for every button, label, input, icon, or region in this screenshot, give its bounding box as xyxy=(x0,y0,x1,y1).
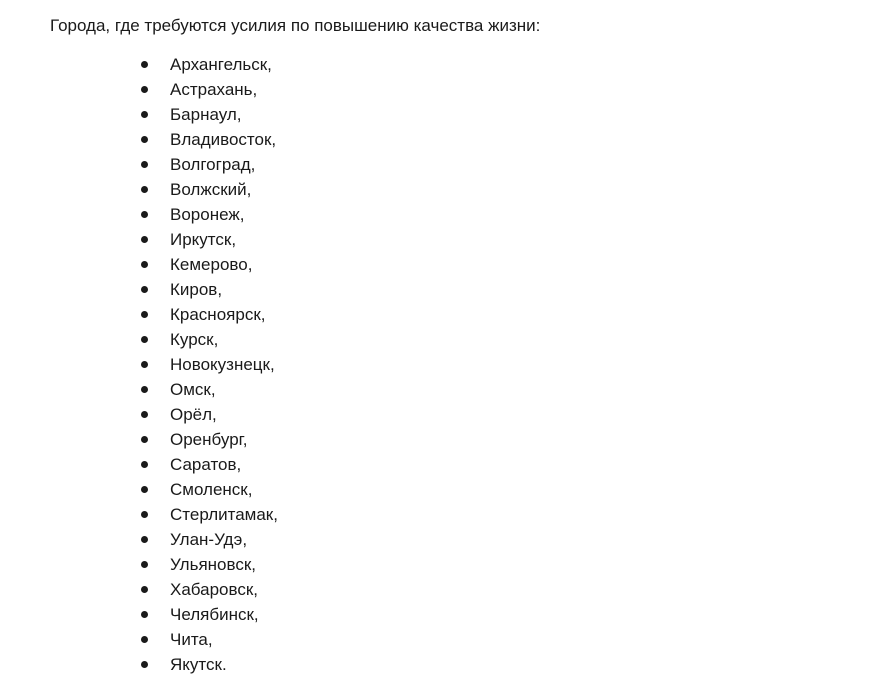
bullet-icon xyxy=(141,436,148,443)
city-name: Киров, xyxy=(170,280,223,299)
city-name: Владивосток, xyxy=(170,130,277,149)
city-name: Красноярск, xyxy=(170,305,266,324)
city-name: Орёл, xyxy=(170,405,217,424)
bullet-icon xyxy=(141,236,148,243)
city-name: Барнаул, xyxy=(170,105,242,124)
bullet-icon xyxy=(141,336,148,343)
bullet-icon xyxy=(141,386,148,393)
city-name: Волжский, xyxy=(170,180,252,199)
city-name: Астрахань, xyxy=(170,80,258,99)
bullet-icon xyxy=(141,411,148,418)
city-name: Кемерово, xyxy=(170,255,253,274)
city-name: Стерлитамак, xyxy=(170,505,278,524)
bullet-icon xyxy=(141,311,148,318)
city-name: Хабаровск, xyxy=(170,580,259,599)
bullet-icon xyxy=(141,611,148,618)
bullet-icon xyxy=(141,561,148,568)
bullet-icon xyxy=(141,511,148,518)
bullet-icon xyxy=(141,111,148,118)
city-name: Челябинск, xyxy=(170,605,259,624)
city-name: Саратов, xyxy=(170,455,242,474)
bullet-icon xyxy=(141,536,148,543)
bullet-icon xyxy=(141,161,148,168)
bullet-icon xyxy=(141,286,148,293)
intro-text: Города, где требуются усилия по повышению качества жизни: xyxy=(50,16,541,35)
bullet-icon xyxy=(141,661,148,668)
city-name: Смоленск, xyxy=(170,480,253,499)
bullet-icon xyxy=(141,186,148,193)
bullet-icon xyxy=(141,61,148,68)
city-name: Ульяновск, xyxy=(170,555,256,574)
city-name: Улан-Удэ, xyxy=(170,530,248,549)
city-name: Омск, xyxy=(170,380,216,399)
city-name: Архангельск, xyxy=(170,55,272,74)
bullet-icon xyxy=(141,586,148,593)
bullet-icon xyxy=(141,461,148,468)
city-name: Оренбург, xyxy=(170,430,248,449)
bullet-icon xyxy=(141,136,148,143)
bullet-icon xyxy=(141,636,148,643)
city-name: Якутск. xyxy=(170,655,227,674)
city-name: Новокузнецк, xyxy=(170,355,275,374)
city-name: Курск, xyxy=(170,330,219,349)
bullet-icon xyxy=(141,86,148,93)
bullet-icon xyxy=(141,211,148,218)
city-name: Воронеж, xyxy=(170,205,245,224)
bullet-icon xyxy=(141,486,148,493)
bullet-icon xyxy=(141,261,148,268)
city-name: Чита, xyxy=(170,630,213,649)
bullet-icon xyxy=(141,361,148,368)
city-name: Иркутск, xyxy=(170,230,237,249)
city-name: Волгоград, xyxy=(170,155,256,174)
